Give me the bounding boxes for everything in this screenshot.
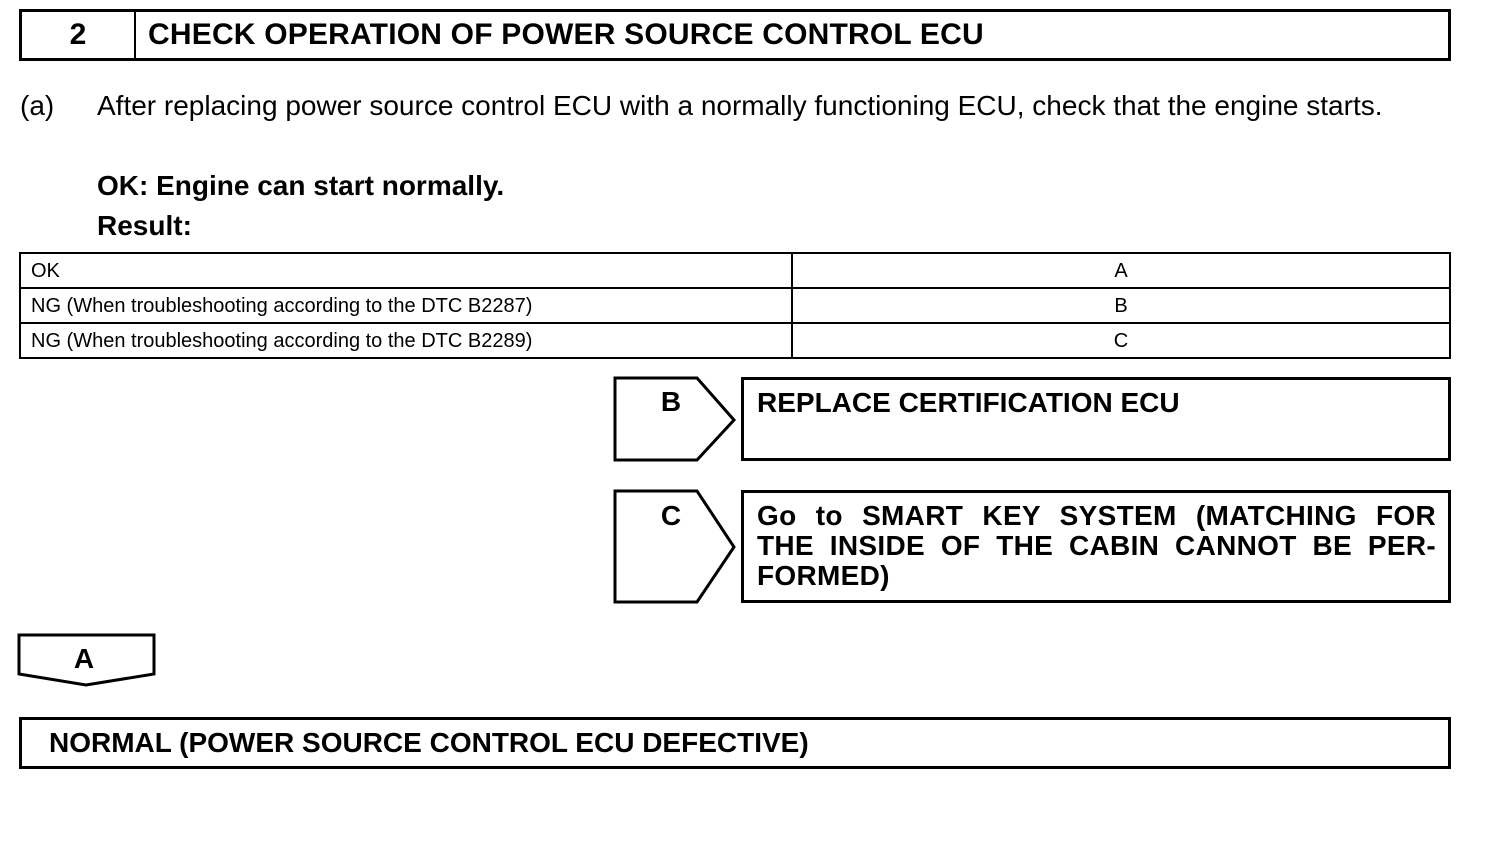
final-result-text: NORMAL (POWER SOURCE CONTROL ECU DEFECTIVE) [49, 727, 809, 758]
result-label: Result: [97, 210, 192, 241]
branch-c-action-line: Go to SMART KEY SYSTEM (MATCHING FOR [757, 500, 1436, 531]
instruction-label: (a) [20, 90, 55, 121]
branch-b-action: REPLACE CERTIFICATION ECU [741, 377, 1451, 461]
result-code: A [792, 253, 1450, 288]
branch-b-label: B [660, 386, 682, 417]
step-title: CHECK OPERATION OF POWER SOURCE CONTROL ECU [148, 18, 984, 51]
branch-c-action [741, 490, 1451, 603]
instruction-text: After replacing power source control ECU with a normally functioning ECU, check that the engine starts. [97, 90, 1383, 121]
result-condition: NG (When troubleshooting according to the DTC B2287) [20, 288, 792, 323]
branch-c-action-line: THE INSIDE OF THE CABIN CANNOT BE PER- [757, 530, 1436, 561]
branch-a-label: A [73, 643, 95, 674]
result-code: B [792, 288, 1450, 323]
result-condition: OK [20, 253, 792, 288]
final-result-box [19, 717, 1451, 769]
result-condition: NG (When troubleshooting according to the DTC B2289) [20, 323, 792, 358]
branch-c-label: C [660, 500, 682, 531]
branch-c-action-line: FORMED) [757, 560, 890, 591]
ok-criteria: OK: Engine can start normally. [97, 170, 505, 201]
result-code: C [792, 323, 1450, 358]
step-number: 2 [22, 12, 136, 58]
